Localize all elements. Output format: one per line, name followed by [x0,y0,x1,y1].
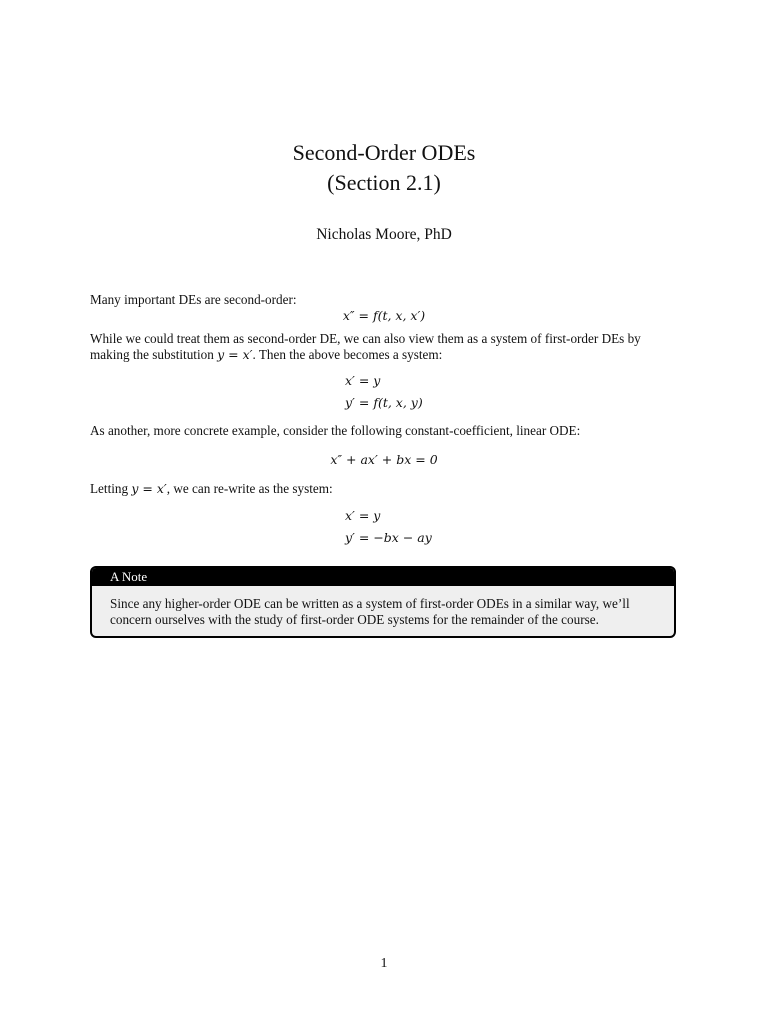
title-line-2: (Section 2.1) [327,170,441,195]
document-title [0,138,768,198]
paragraph-text: Letting [90,481,132,496]
author-name: Nicholas Moore, PhD [316,226,452,243]
title-line-1: Second-Order ODEs [292,140,476,165]
equation-system-2 [345,505,432,549]
page-number: 1 [380,956,388,971]
equation-system-1 [345,370,423,414]
paragraph-intro: Many important DEs are second-order: [90,292,297,307]
paragraph-letting [90,481,680,497]
system-2-line-2: y′ = −bx − ay [345,530,432,545]
inline-math: y = x′ [131,481,167,496]
note-box [90,566,676,638]
system-2-line-1: x′ = y [345,508,381,523]
paragraph-text: , we can re-write as the system: [166,481,333,496]
note-header: A Note [92,568,674,586]
system-1-line-1: x′ = y [345,373,381,388]
note-body: Since any higher-order ODE can be written as a system of first-order ODEs in a similar way, we’ll concern ourselves with the study of first-order ODE systems for the remainder of the course. [110,596,630,627]
paragraph-text: . Then the above becomes a system: [252,347,443,362]
paragraph-concrete-example: As another, more concrete example, consider the following constant-coefficient, linear ODE: [90,423,581,438]
equation-linear-ode: x″ + ax′ + bx = 0 [330,452,438,467]
system-1-line-2: y′ = f(t, x, y) [345,395,423,410]
equation-second-order-general: x″ = f(t, x, x′) [342,308,426,323]
paragraph-text: While we could treat them as second-order DE, we can also view them as a system of first-order DEs by making the substitution [90,331,641,362]
paragraph-substitution [90,331,680,363]
inline-math: y = x′ [217,347,253,362]
